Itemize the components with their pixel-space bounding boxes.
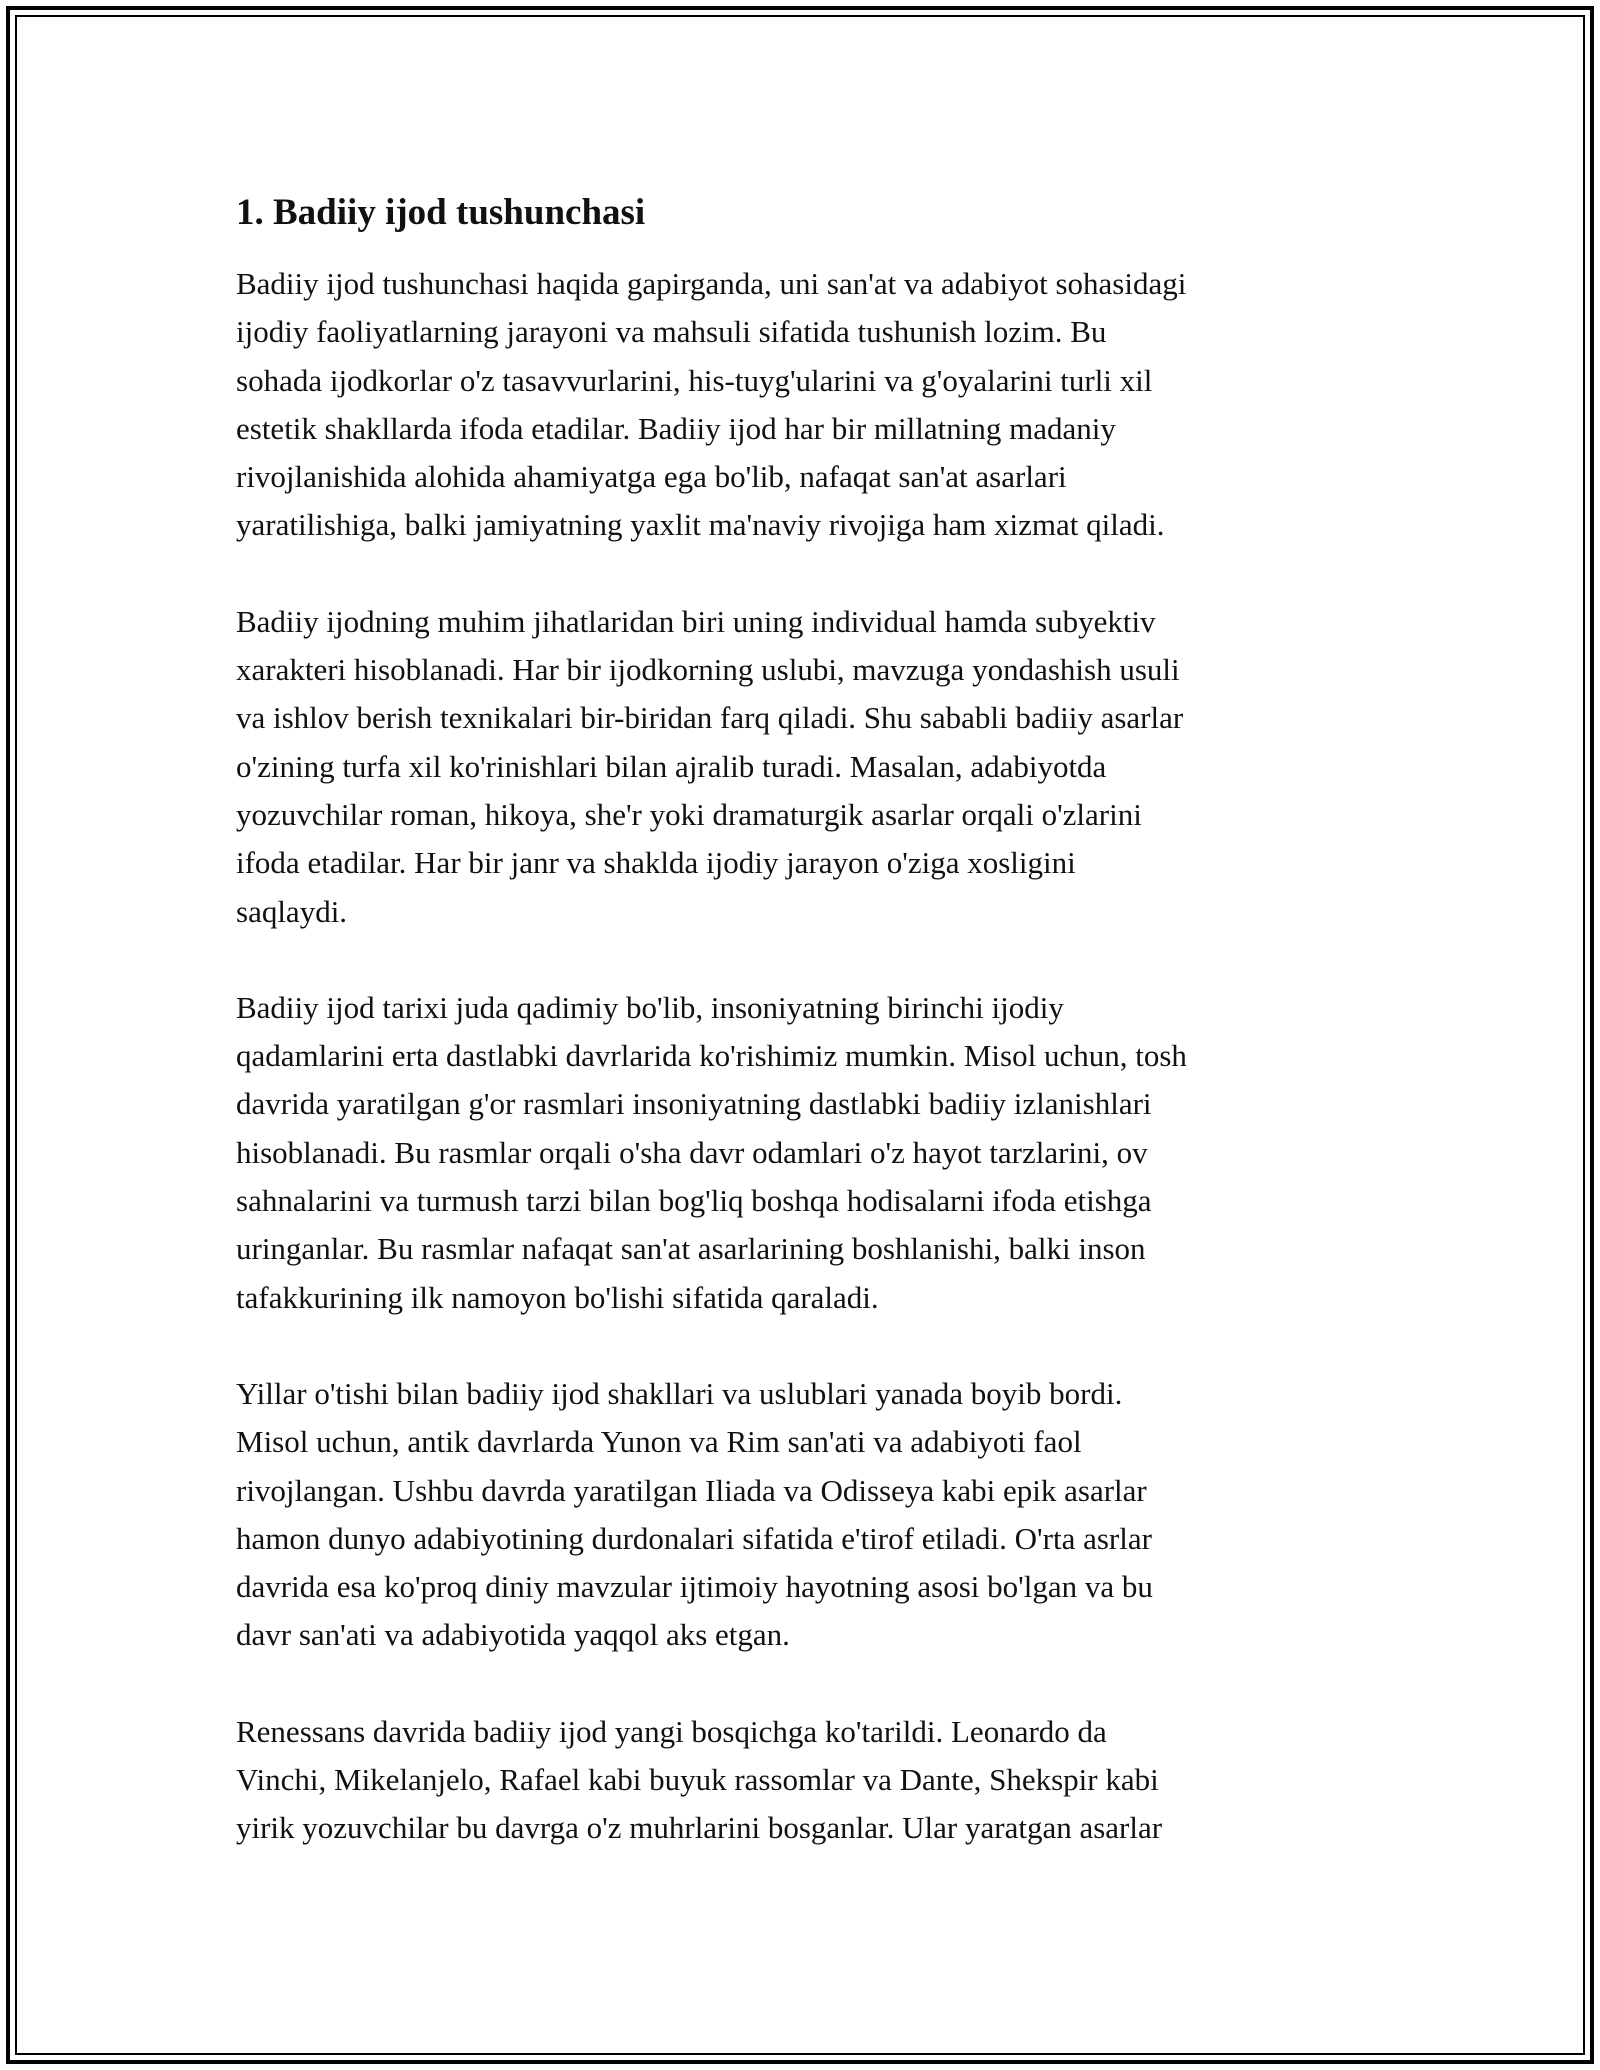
section-heading: 1. Badiiy ijod tushunchasi — [236, 192, 646, 233]
paragraph-1: Badiiy ijod tushunchasi haqida gapirganda, uni san'at va adabiyot sohasidagi ijodiy faoliyatlarning jarayoni va mahsuli sifatida tushunish lozim. Bu sohada ijodkorlar o'z tasavvurlarini, his-tuyg'ularini va g'oyalarini turli xil estetik shakllarda ifoda etadilar. Badiiy ijod har bir millatning madaniy rivojlanishida alohida ahamiyatga ega bo'lib, nafaqat san'at asarlari yaratilishiga, balki jamiyatning yaxlit ma'naviy rivojiga ham xizmat qiladi. — [236, 266, 1187, 543]
paragraph-5: Renessans davrida badiiy ijod yangi bosqichga ko'tarildi. Leonardo da Vinchi, Mikelanjelo, Rafael kabi buyuk rassomlar va Dante, Shekspir kabi yirik yozuvchilar bu davrga o'z muhrlarini bosganlar. Ular yaratgan asarlar — [236, 1713, 1163, 1846]
paragraph-4: Yillar o'tishi bilan badiiy ijod shakllari va uslublari yanada boyib bordi. Misol uchun, antik davrlarda Yunon va Rim san'ati va adabiyoti faol rivojlangan. Ushbu davrda yaratilgan Iliada va Odisseya kabi epik asarlar hamon dunyo adabiyotining durdonalari sifatida e'tirof etiladi. O'rta asrlar davrida esa ko'proq diniy mavzular ijtimoiy hayotning asosi bo'lgan va bu davr san'ati va adabiyotida yaqqol aks etgan. — [236, 1375, 1153, 1653]
paragraph-2: Badiiy ijodning muhim jihatlaridan biri uning individual hamda subyektiv xarakteri hisoblanadi. Har bir ijodkorning uslubi, mavzuga yondashish usuli va ishlov berish texnikalari bir-biridan farq qiladi. Shu sababli badiiy asarlar o'zining turfa xil ko'rinishlari bilan ajralib turadi. Masalan, adabiyotda yozuvchilar roman, hikoya, she'r yoki dramaturgik asarlar orqali o'zlarini ifoda etadilar. Har bir janr va shaklda ijodiy jarayon o'ziga xosligini saqlaydi. — [236, 603, 1184, 929]
document-body — [236, 188, 1366, 1901]
paragraph-3: Badiiy ijod tarixi juda qadimiy bo'lib, insoniyatning birinchi ijodiy qadamlarini erta dastlabki davrlarida ko'rishimiz mumkin. Misol uchun, tosh davrida yaratilgan g'or rasmlari insoniyatning dastlabki badiiy izlanishlari hisoblanadi. Bu rasmlar orqali o'sha davr odamlari o'z hayot tarzlarini, ov sahnalarini va turmush tarzi bilan bog'liq boshqa hodisalarni ifoda etishga uringanlar. Bu rasmlar nafaqat san'at asarlarining boshlanishi, balki inson tafakkurining ilk namoyon bo'lishi sifatida qaraladi. — [236, 989, 1187, 1315]
